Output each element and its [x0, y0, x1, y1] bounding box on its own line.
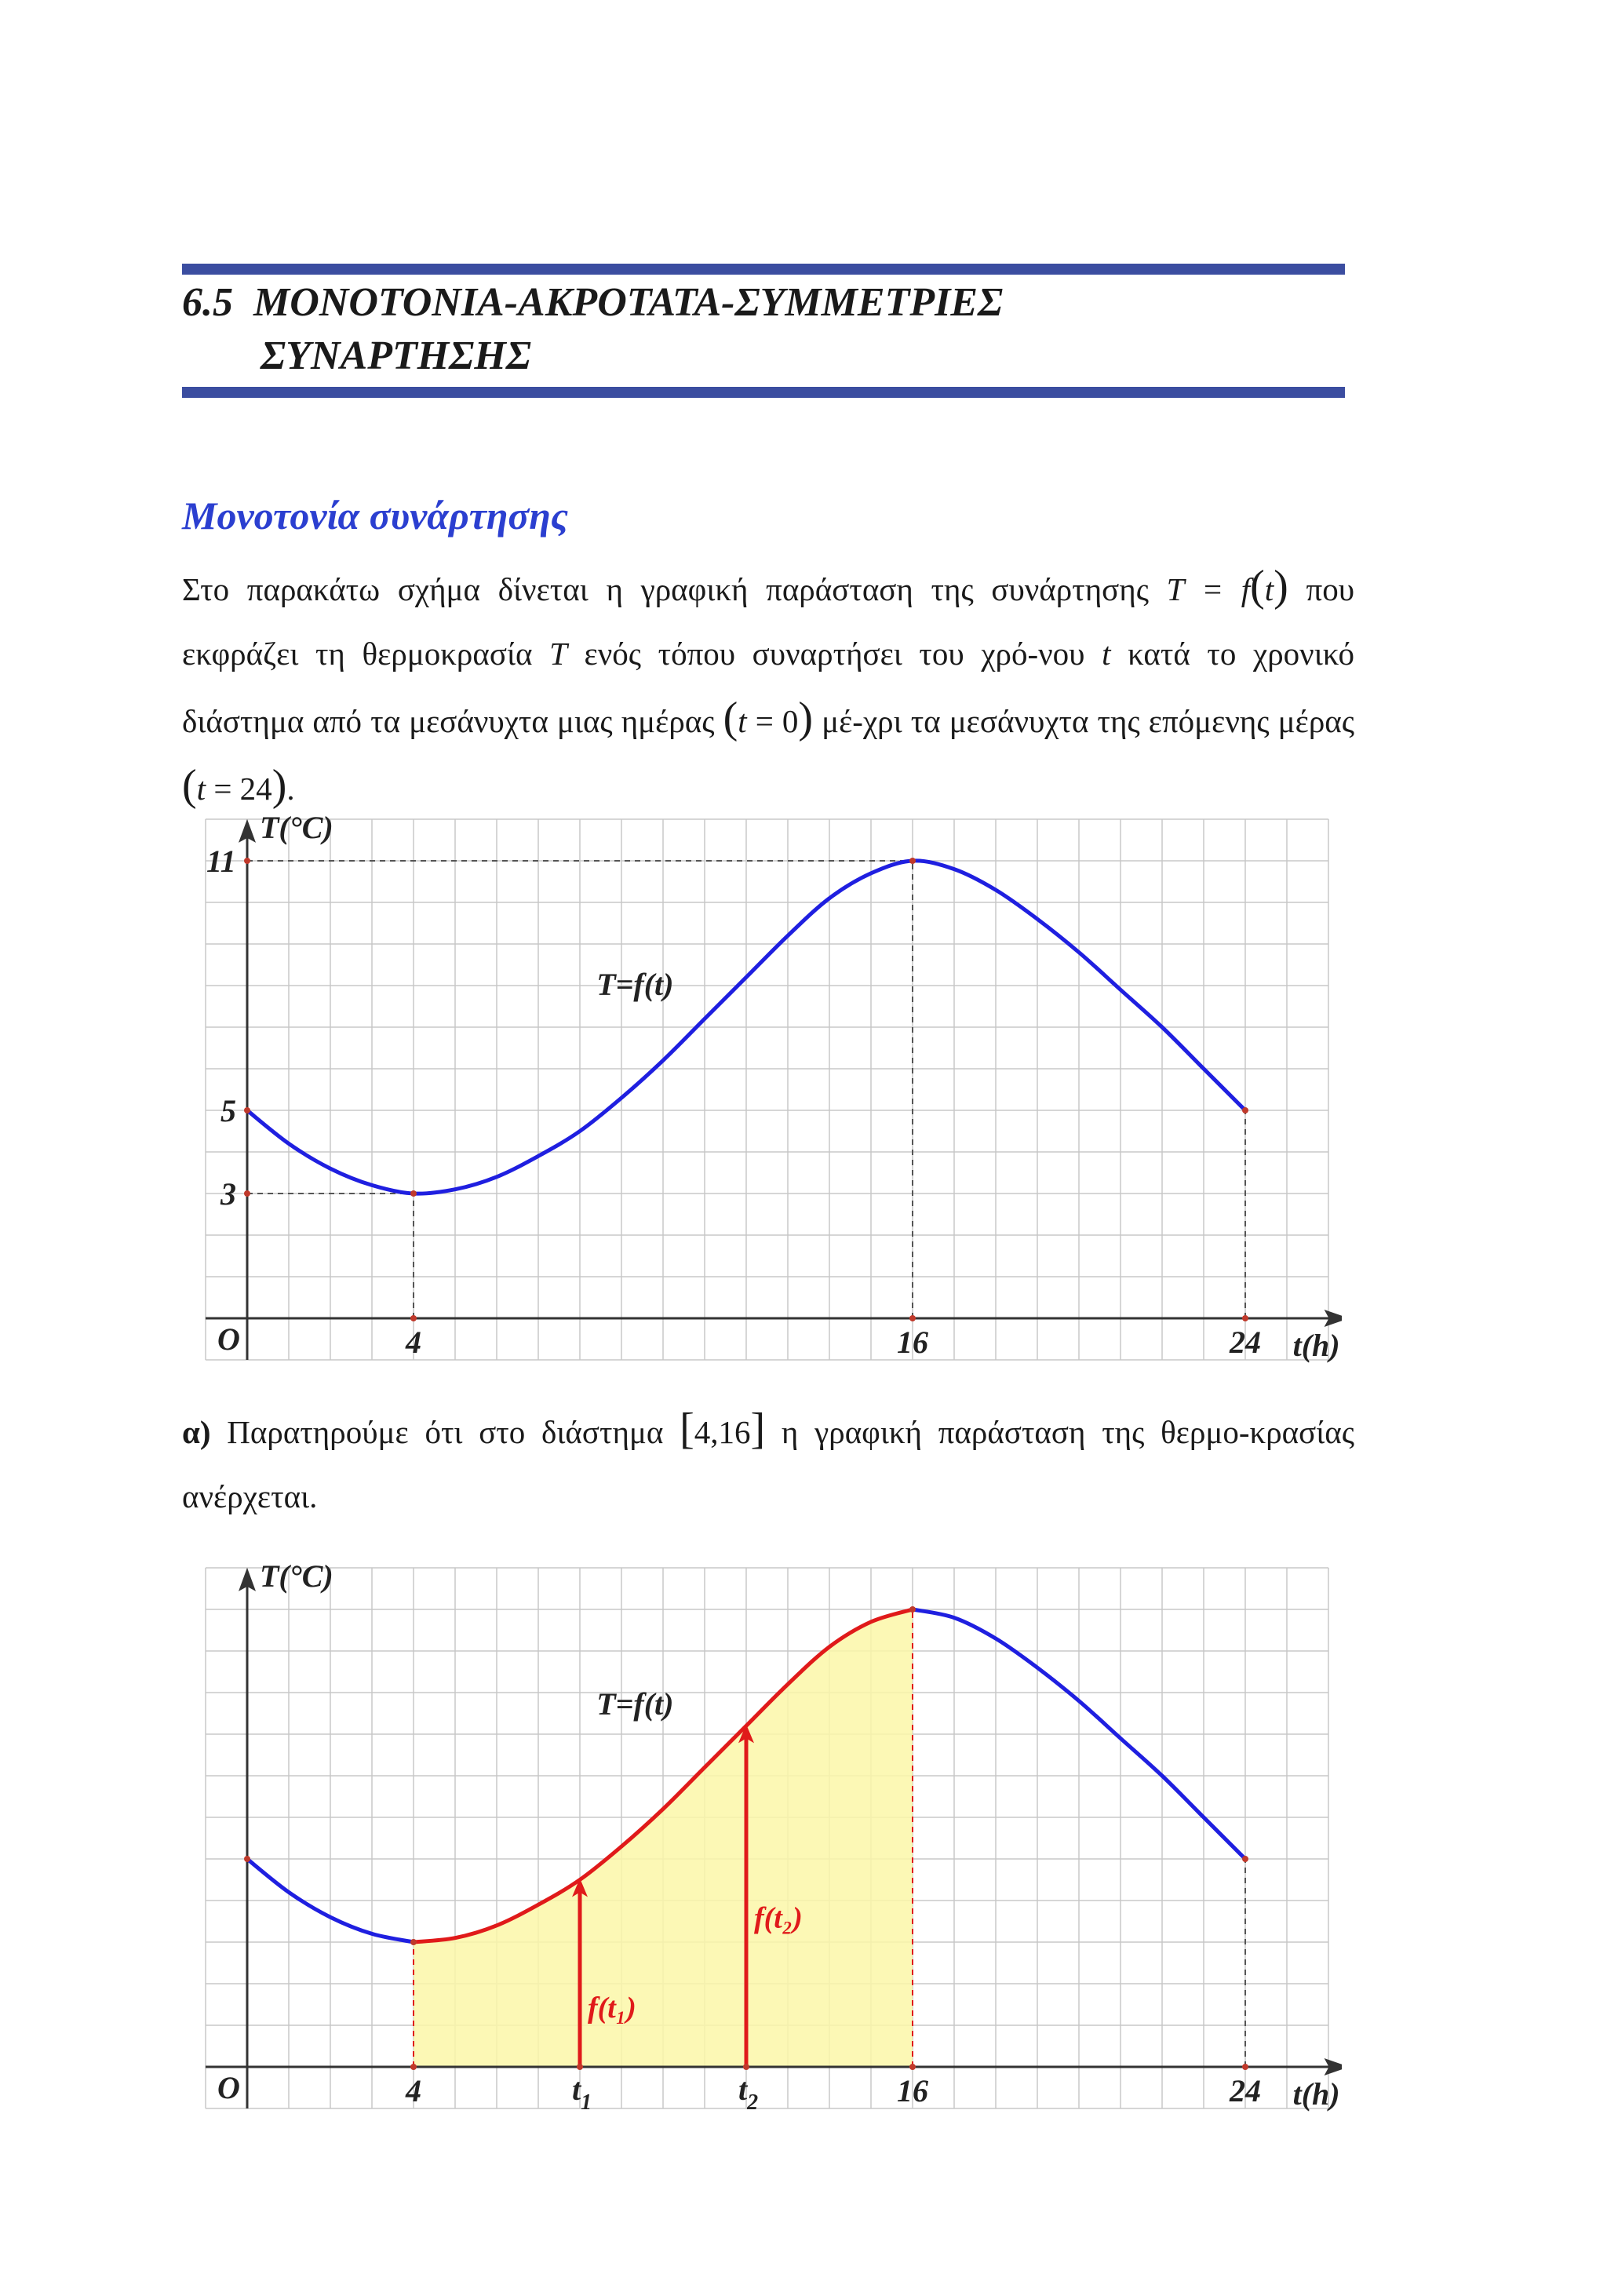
x-tick-label: 24	[1230, 1325, 1261, 1360]
x-axis-label: t(h)	[1292, 2076, 1340, 2112]
x-tick-dot	[410, 2064, 417, 2070]
section-title-line2: ΣΥΝΑΡΤΗΣΗΣ	[261, 333, 532, 378]
value-arrow-label: f(t₂)	[754, 1901, 803, 1935]
x-tick-dot	[909, 1315, 916, 1321]
origin-label: O	[217, 2070, 240, 2105]
end-point	[1242, 1856, 1248, 1862]
y-axis-label: T(°C)	[260, 1558, 333, 1594]
origin-label: O	[217, 1321, 240, 1357]
x-tick-label: 16	[897, 2073, 928, 2108]
x-tick-dot	[743, 2064, 749, 2070]
x-axis-label: t(h)	[1292, 1328, 1340, 1363]
paragraph-2: α) Παρατηρούμε ότι στο διάστημα [4,16] η γραφική παράσταση της θερμο-κρασίας ανέρχεται.	[182, 1405, 1354, 1514]
curve-label: T=f(t)	[596, 967, 674, 1002]
x-tick-label: $t_2$	[738, 2072, 759, 2115]
x-tick-dot	[1242, 2064, 1248, 2070]
end-point	[1242, 1107, 1248, 1113]
x-tick-dot	[1242, 1315, 1248, 1321]
x-tick-label: 4	[406, 1325, 421, 1360]
y-tick-dot	[244, 1190, 250, 1197]
y-tick-label: 3	[220, 1176, 236, 1212]
chart-2	[180, 1524, 1342, 2122]
start-point	[244, 1856, 250, 1862]
value-arrow-label: f(t₁)	[588, 1991, 636, 2024]
section-number: 6.5	[182, 280, 233, 325]
curve-label: T=f(t)	[596, 1686, 674, 1722]
x-tick-label: 16	[897, 1325, 928, 1360]
y-tick-label: 11	[206, 844, 236, 879]
x-tick-label: 24	[1230, 2073, 1261, 2108]
chart-1-svg	[180, 808, 1342, 1373]
section-rule-bottom	[182, 387, 1345, 398]
x-tick-dot	[577, 2064, 583, 2070]
paragraph-1: Στο παρακάτω σχήμα δίνεται η γραφική παράσταση της συνάρτησης T = f(t) που εκφράζει τη θερμοκρασία T ενός τόπου συναρτήσει του χρό-νου t κατά το χρονικό διάστημα από τα μεσάνυχτα μιας ημέρας (t = 0) μέ-χρι τα μεσάνυχτα της επόμενης μέρας (t = 24).	[182, 562, 1355, 810]
minimum-point	[410, 1190, 417, 1197]
y-tick-dot	[244, 1107, 250, 1113]
x-tick-dot	[909, 2064, 916, 2070]
subheading: Μονοτονία συνάρτησης	[182, 494, 569, 538]
y-tick-label: 5	[220, 1093, 236, 1128]
x-tick-label: $t_1$	[572, 2072, 592, 2115]
x-tick-label: 4	[406, 2073, 421, 2108]
y-axis-label: T(°C)	[260, 809, 333, 845]
section-rule-top	[182, 264, 1345, 275]
interval-end-point	[909, 1606, 916, 1613]
maximum-point	[909, 858, 916, 864]
x-tick-dot	[410, 1315, 417, 1321]
section-title-line1: ΜΟΝΟΤΟΝΙΑ-ΑΚΡΟΤΑΤΑ-ΣΥΜΜΕΤΡΙΕΣ	[253, 280, 1004, 325]
section-title	[182, 276, 1343, 383]
chart-2-svg	[180, 1524, 1342, 2122]
chart-1	[180, 808, 1342, 1373]
interval-start-point	[410, 1939, 417, 1945]
y-tick-dot	[244, 858, 250, 864]
